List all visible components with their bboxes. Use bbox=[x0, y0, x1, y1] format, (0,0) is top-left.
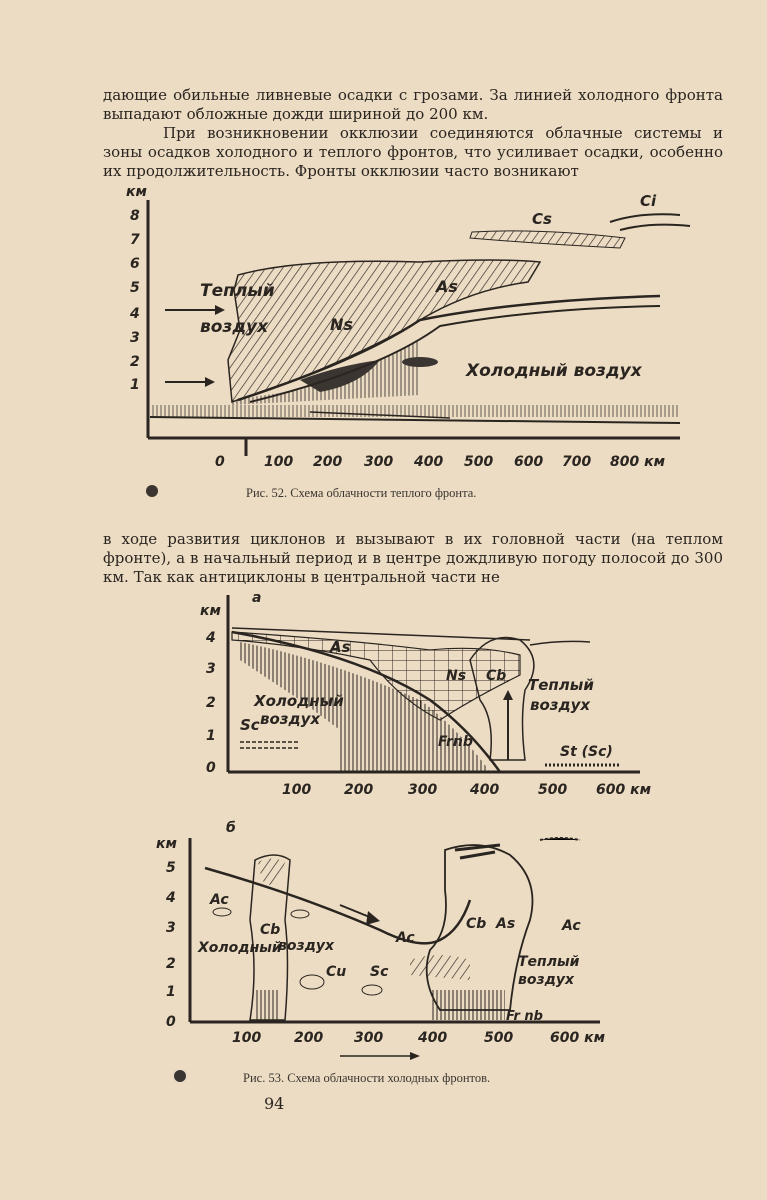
fig53a-x-tick: 600 км bbox=[596, 782, 652, 798]
fig53b-x-tick: 400 bbox=[418, 1030, 448, 1046]
fig52-x-tick: 500 bbox=[464, 454, 494, 470]
fig53b-label-sc: Sc bbox=[370, 964, 389, 980]
fig52-label-as: As bbox=[436, 277, 458, 296]
fig53b-label-ac: Ac bbox=[210, 892, 229, 908]
fig52-y-tick: 5 bbox=[130, 280, 140, 296]
fig53a-label-cb: Cb bbox=[486, 668, 507, 684]
fig53a-letter: а bbox=[252, 590, 262, 606]
fig52-y-tick: 4 bbox=[130, 306, 140, 322]
fig53a-label-ns: Ns bbox=[446, 668, 467, 684]
paragraph-2: При возникновении окклюзии соединяются облачные системы и зоны осадков холодного и теплого фронтов, что усиливает осадки, особенно их продолжительность. Фронты окклюзии часто возникают bbox=[103, 124, 723, 180]
paragraph-1: дающие обильные ливневые осадки с грозами. За линией холодного фронта выпадают обложные дожди шириной до 200 км. bbox=[103, 86, 723, 123]
fig53a-y-tick: 3 bbox=[206, 661, 216, 677]
fig53b-y-tick: 1 bbox=[166, 984, 176, 1000]
fig52-label-cold-air: Холодный воздух bbox=[466, 361, 642, 381]
fig52-label-ci: Ci bbox=[640, 192, 657, 210]
fig52-x-tick: 100 bbox=[264, 454, 294, 470]
fig53a-y-tick: 2 bbox=[206, 695, 216, 711]
fig53b-y-unit: км bbox=[156, 836, 177, 852]
fig52-label-warm-air: воздух bbox=[200, 317, 269, 337]
fig52-y-tick: 7 bbox=[130, 232, 140, 248]
fig53a-y-tick: 1 bbox=[206, 728, 216, 744]
fig53b-label-ac-mid: Ac bbox=[396, 930, 415, 946]
fig53b-label-warm: Теплый bbox=[518, 954, 580, 970]
fig53b-label-cb: Cb bbox=[260, 922, 281, 938]
fig53a-label-as: As bbox=[330, 638, 351, 656]
fig53a-label-warm-air: воздух bbox=[530, 696, 591, 714]
fig53b-y-tick: 3 bbox=[166, 920, 176, 936]
fig53b-x-tick: 300 bbox=[354, 1030, 384, 1046]
fig52-label-ns: Ns bbox=[330, 315, 353, 334]
fig53b-x-tick: 200 bbox=[294, 1030, 324, 1046]
fig52-y-unit: км bbox=[126, 184, 147, 200]
fig53b-label-warm-air: воздух bbox=[518, 972, 575, 988]
fig53a-label-frnb: Frnb bbox=[438, 734, 473, 750]
fig52-y-tick: 8 bbox=[130, 208, 140, 224]
fig53b-label-cu: Cu bbox=[326, 964, 347, 980]
fig53b-label-cold: Холодный bbox=[198, 940, 282, 956]
fig53b-label-as: As bbox=[496, 916, 516, 932]
paragraph-3: в ходе развития циклонов и вызывают в их головной части (на теплом фронте), а в начальный период и в центре дождливую погоду полосой до 300 км. Так как антициклоны в центральной части не bbox=[103, 530, 723, 586]
fig53b-y-tick: 5 bbox=[166, 860, 176, 876]
fig53b-x-tick: 100 bbox=[232, 1030, 262, 1046]
fig53b-label-frnb: Fr nb bbox=[506, 1009, 543, 1024]
fig53b-letter: б bbox=[226, 820, 236, 836]
fig52-x-tick: 700 bbox=[562, 454, 592, 470]
bullet-dot bbox=[174, 1070, 186, 1082]
fig52-label-cs: Cs bbox=[532, 210, 552, 228]
fig53b-y-tick: 0 bbox=[166, 1014, 176, 1030]
fig53a-label-sc: Sc bbox=[240, 716, 260, 734]
fig53a-y-tick: 4 bbox=[206, 630, 216, 646]
fig52-y-tick: 6 bbox=[130, 256, 140, 272]
fig53a-label-cold: Холодный bbox=[254, 692, 344, 710]
page-number: 94 bbox=[264, 1094, 285, 1113]
figure-52-caption: Рис. 52. Схема облачности теплого фронта. bbox=[246, 486, 477, 500]
figure-53-caption: Рис. 53. Схема облачности холодных фронтов. bbox=[243, 1071, 491, 1085]
fig53a-y-tick: 0 bbox=[206, 760, 216, 776]
fig53a-x-tick: 400 bbox=[470, 782, 500, 798]
fig53b-y-tick: 4 bbox=[166, 890, 176, 906]
fig52-y-tick: 1 bbox=[130, 377, 140, 393]
fig52-x-tick: 800 км bbox=[610, 454, 666, 470]
fig53b-x-tick: 600 км bbox=[550, 1030, 606, 1046]
fig53a-label-cold-air: воздух bbox=[260, 710, 321, 728]
fig53a-label-warm: Теплый bbox=[528, 676, 594, 694]
fig53a-x-tick: 200 bbox=[344, 782, 374, 798]
fig53a-label-st: St (Sc) bbox=[560, 744, 613, 760]
fig52-x-tick: 300 bbox=[364, 454, 394, 470]
fig52-x-tick: 200 bbox=[313, 454, 343, 470]
fig53a-x-tick: 500 bbox=[538, 782, 568, 798]
fig53b-y-tick: 2 bbox=[166, 956, 176, 972]
fig53b-label-cb-right: Cb bbox=[466, 916, 487, 932]
fig52-x-tick: 400 bbox=[414, 454, 444, 470]
fig53a-x-tick: 300 bbox=[408, 782, 438, 798]
fig53a-x-tick: 100 bbox=[282, 782, 312, 798]
fig52-x-tick: 600 bbox=[514, 454, 544, 470]
fig53b-label-ac-right: Ac bbox=[562, 918, 581, 934]
fig52-y-tick: 2 bbox=[130, 354, 140, 370]
fig52-x-tick: 0 bbox=[215, 454, 225, 470]
fig53b-x-tick: 500 bbox=[484, 1030, 514, 1046]
fig52-y-tick: 3 bbox=[130, 330, 140, 346]
fig53a-y-unit: км bbox=[200, 603, 221, 619]
fig53b-label-cold-air: воздух bbox=[278, 938, 335, 954]
fig52-label-warm: Теплый bbox=[200, 281, 275, 301]
